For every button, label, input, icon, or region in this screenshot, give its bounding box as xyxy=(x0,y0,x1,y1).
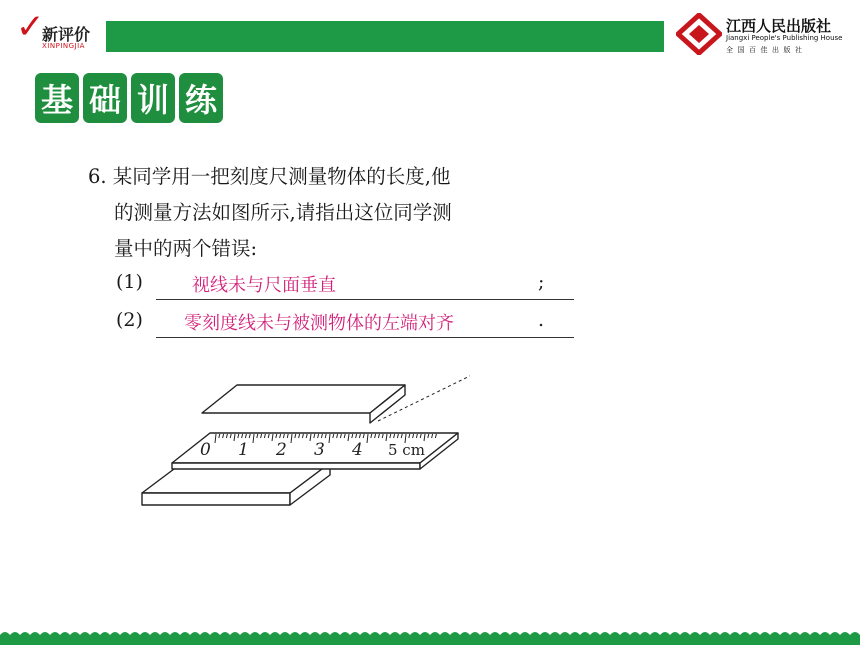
answer-end-punct: ; xyxy=(538,271,545,293)
section-title xyxy=(35,73,223,123)
publisher-emblem-icon xyxy=(676,13,722,55)
scale-label: 5 cm xyxy=(388,441,425,459)
answer-end-punct: . xyxy=(538,309,545,331)
ruler-diagram xyxy=(130,345,470,515)
header-bar xyxy=(106,21,664,52)
answer-label: (1) xyxy=(116,271,143,293)
publisher-logo xyxy=(676,12,854,56)
question-line: 量中的两个错误: xyxy=(114,237,258,260)
brand-logo xyxy=(14,8,100,56)
brand-subtitle: XINPINGJIA xyxy=(42,42,85,50)
scale-label: 4 xyxy=(352,440,363,460)
question-line: 的测量方法如图所示,请指出这位同学测 xyxy=(114,201,452,224)
section-title-char: 础 xyxy=(83,73,127,123)
publisher-name: 江西人民出版社 xyxy=(726,17,832,35)
question-line: 6. 某同学用一把刻度尺测量物体的长度,他 xyxy=(88,165,451,188)
scale-label: 3 xyxy=(314,440,325,460)
section-title-char: 训 xyxy=(131,73,175,123)
checkmark-logo-icon: ✓ xyxy=(16,7,45,47)
section-title-char: 基 xyxy=(35,73,79,123)
scale-label: 0 xyxy=(200,440,211,460)
answer-text: 零刻度线未与被测物体的左端对齐 xyxy=(184,313,454,334)
answer-label: (2) xyxy=(116,309,143,331)
section-title-char: 练 xyxy=(179,73,223,123)
footer-wave xyxy=(0,627,860,645)
scale-label: 2 xyxy=(276,440,287,460)
answer-blank-line xyxy=(156,337,574,338)
brand-name: 新评价 xyxy=(42,25,91,44)
answer-text: 视线未与尺面垂直 xyxy=(192,275,336,296)
publisher-tagline: 全国百佳出版社 xyxy=(726,46,807,54)
answer-blank-line xyxy=(156,299,574,300)
scale-label: 1 xyxy=(238,440,249,460)
publisher-english-name: Jiangxi People's Publishing House xyxy=(726,34,843,42)
